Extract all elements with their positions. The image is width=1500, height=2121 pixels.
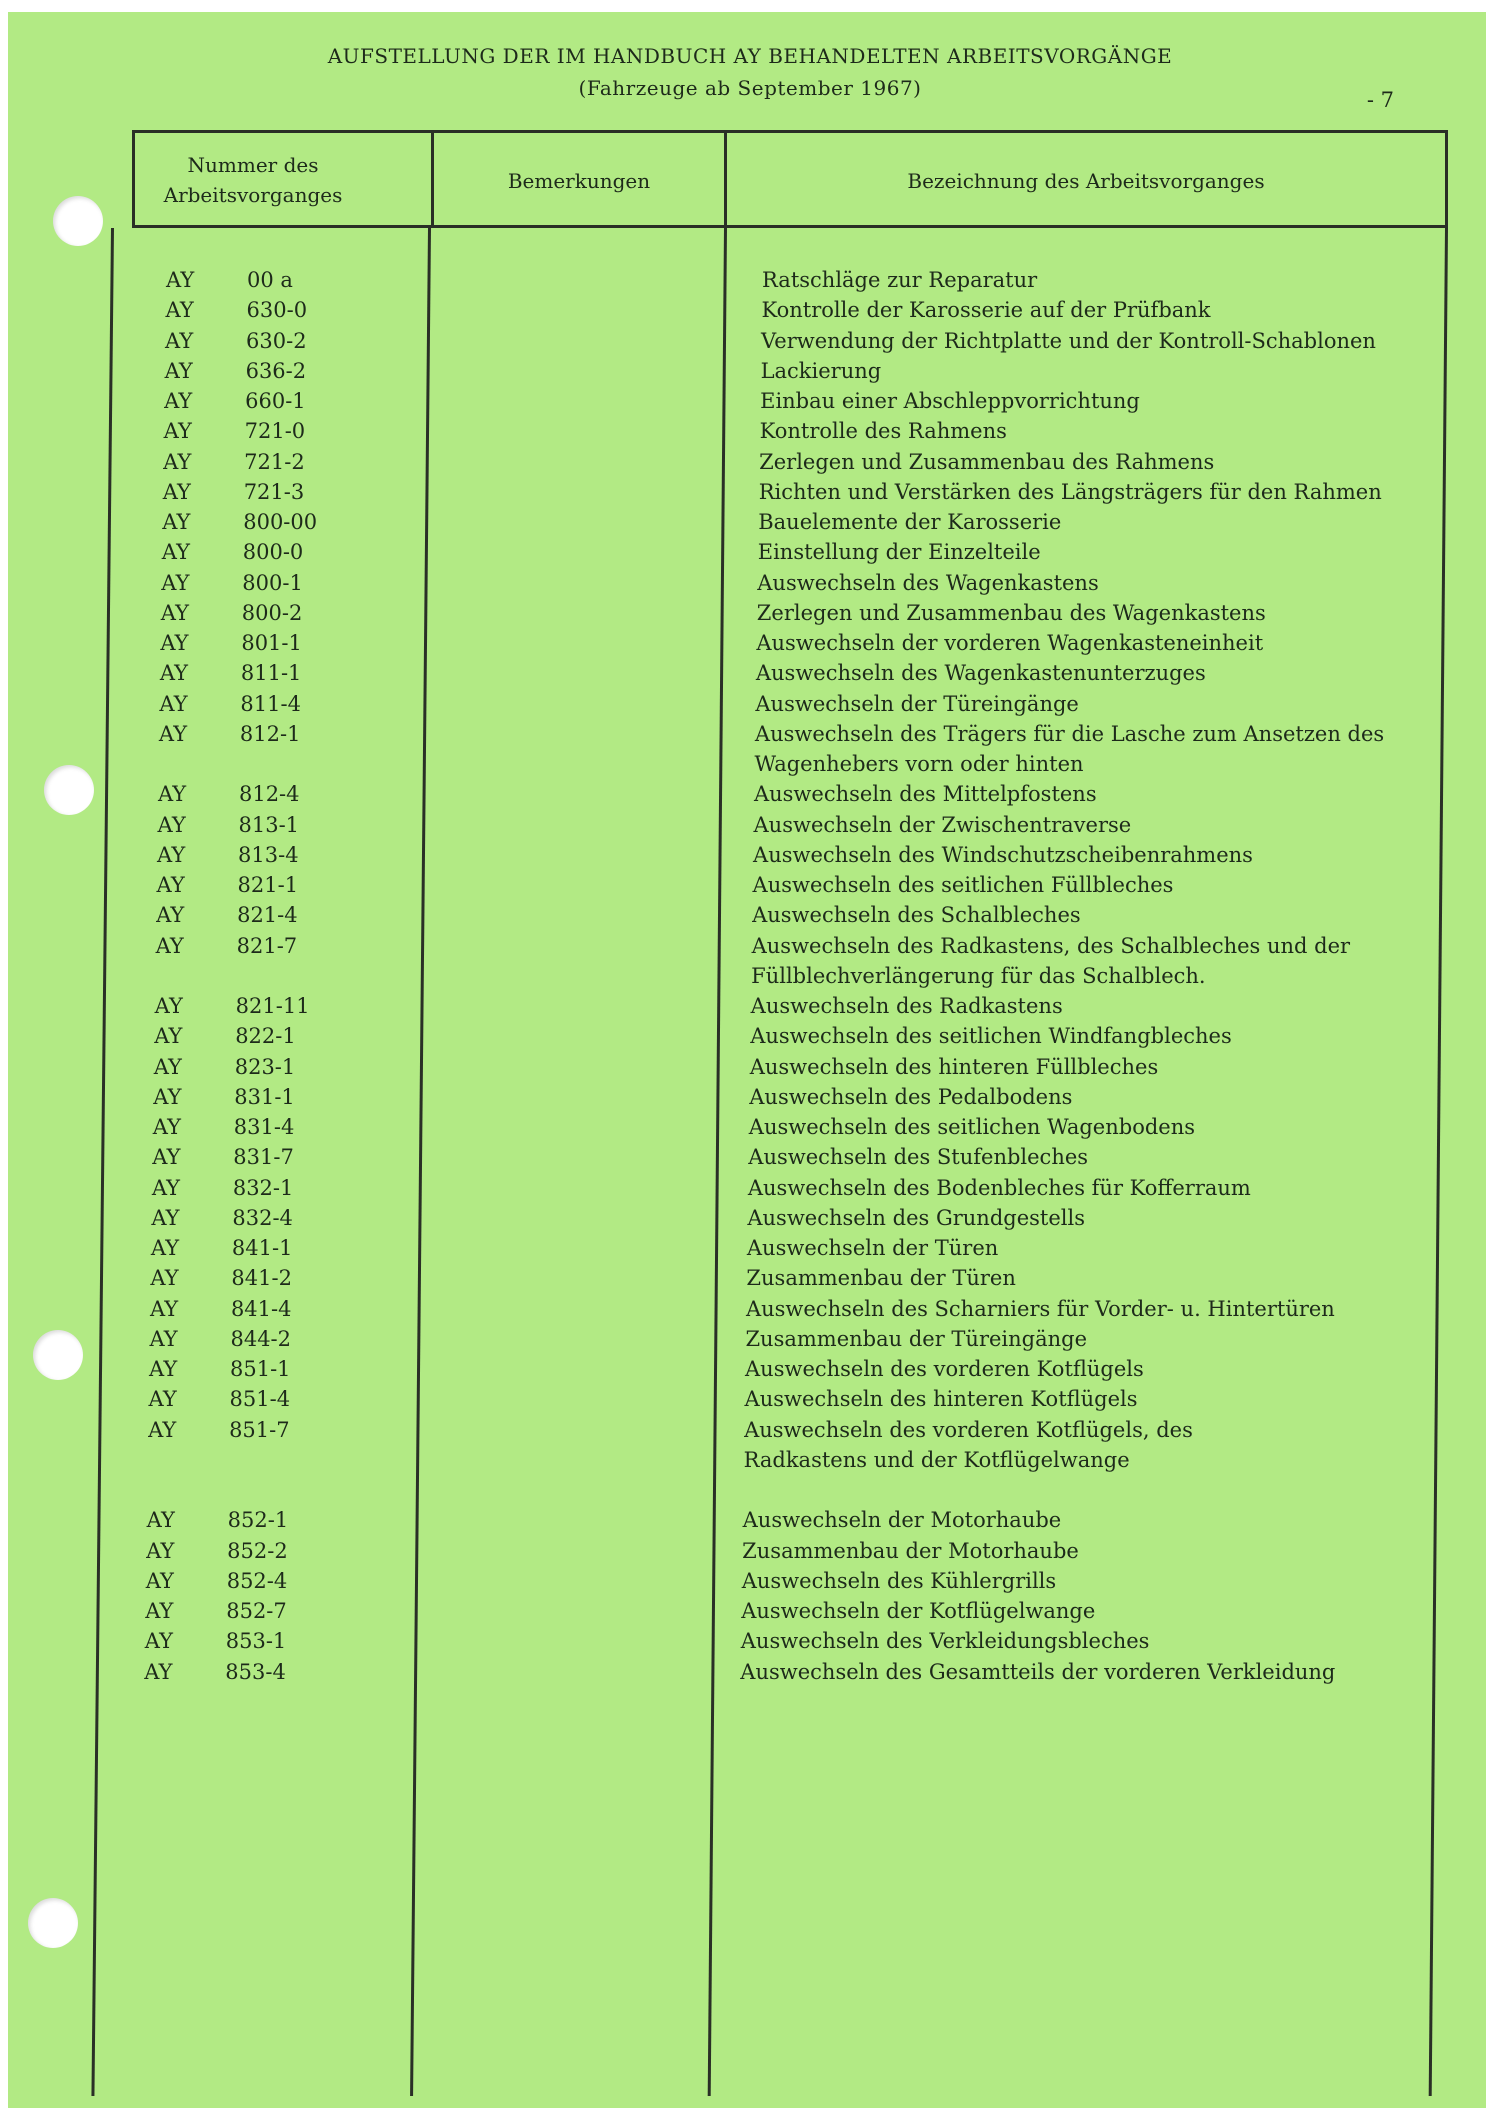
document-title: AUFSTELLUNG DER IM HANDBUCH AY BEHANDELTEN ARBEITSVORGÄNGE xyxy=(327,44,1173,68)
row-code: 811-4 xyxy=(240,691,301,716)
row-prefix: AY xyxy=(157,842,186,867)
column-header-number: Nummer des Arbeitsvorganges xyxy=(163,153,343,207)
row-code: 800-2 xyxy=(241,600,303,625)
row-description: Auswechseln des Schalbleches xyxy=(752,903,1081,928)
row-description: Auswechseln des Pedalbodens xyxy=(749,1084,1073,1109)
row-description: Auswechseln des Scharniers für Vorder- u. Hintertüren xyxy=(745,1296,1335,1321)
row-code: 853-4 xyxy=(225,1659,286,1684)
row-description: Auswechseln des Bodenbleches für Kofferraum xyxy=(747,1175,1251,1200)
row-code: 800-1 xyxy=(242,570,303,595)
row-prefix: AY xyxy=(164,358,193,383)
row-code: 636-2 xyxy=(245,358,307,383)
row-prefix: AY xyxy=(148,1387,177,1412)
row-description: Ratschläge zur Reparatur xyxy=(762,268,1038,292)
page-number: - 7 xyxy=(1366,88,1394,112)
row-code: 831-4 xyxy=(233,1115,295,1139)
row-prefix: AY xyxy=(162,479,191,504)
row-prefix: AY xyxy=(150,1236,180,1260)
row-code: 832-4 xyxy=(232,1205,293,1230)
row-code: 821-11 xyxy=(235,994,310,1018)
row-prefix: AY xyxy=(160,631,189,655)
row-prefix: AY xyxy=(161,570,190,595)
row-description: Auswechseln der Kotflügelwange xyxy=(741,1599,1096,1623)
row-description: Auswechseln des Grundgestells xyxy=(747,1205,1085,1230)
row-code: 630-2 xyxy=(246,328,307,353)
row-description: Auswechseln des Radkastens, des Schalbleches und der xyxy=(751,933,1351,958)
row-description: Lackierung xyxy=(760,358,882,383)
row-code: 821-7 xyxy=(236,933,298,958)
row-description: Auswechseln des Wagenkastenunterzuges xyxy=(755,661,1206,686)
row-description: Auswechseln des seitlichen Wagenbodens xyxy=(748,1115,1196,1139)
row-code: 813-1 xyxy=(238,812,300,837)
row-code: 851-7 xyxy=(229,1417,290,1442)
row-prefix: AY xyxy=(156,903,185,928)
row-description: Auswechseln der Zwischentraverse xyxy=(753,812,1132,837)
row-prefix: AY xyxy=(159,661,189,686)
row-prefix: AY xyxy=(164,389,193,413)
row-prefix: AY xyxy=(162,510,191,534)
row-prefix: AY xyxy=(163,419,192,444)
row-code: 801-1 xyxy=(241,631,302,655)
row-code: 844-2 xyxy=(230,1326,292,1351)
row-description: Auswechseln des vorderen Kotflügels, des xyxy=(744,1417,1193,1442)
row-prefix: AY xyxy=(146,1538,175,1563)
row-code: 852-4 xyxy=(226,1568,288,1593)
row-prefix: AY xyxy=(165,298,194,323)
row-code: 812-4 xyxy=(238,782,300,807)
row-code: 721-3 xyxy=(243,479,305,504)
row-prefix: AY xyxy=(145,1568,174,1593)
row-description: Auswechseln des vorderen Kotflügels xyxy=(745,1357,1144,1381)
row-prefix: AY xyxy=(151,1205,180,1230)
row-description: Richten und Verstärken des Längsträgers für den Rahmen xyxy=(758,479,1382,504)
row-code: 660-1 xyxy=(245,389,306,413)
row-code: 00 a xyxy=(247,268,293,292)
document-subtitle: (Fahrzeuge ab September 1967) xyxy=(578,76,922,100)
row-description: Auswechseln des hinteren Füllbleches xyxy=(749,1054,1159,1079)
table-top-rule xyxy=(132,130,1448,133)
row-prefix: AY xyxy=(148,1417,177,1442)
row-description: Auswechseln des hinteren Kotflügels xyxy=(744,1387,1138,1412)
row-description: Zerlegen und Zusammenbau des Wagenkastens xyxy=(756,600,1266,625)
row-description: Auswechseln des Verkleidungsbleches xyxy=(740,1629,1150,1654)
row-prefix: AY xyxy=(149,1357,178,1381)
row-prefix: AY xyxy=(149,1296,179,1321)
punch-hole xyxy=(33,1330,83,1380)
row-code: 841-1 xyxy=(231,1236,293,1260)
row-description: Auswechseln des Wagenkastens xyxy=(757,570,1099,595)
table-header-rule xyxy=(132,225,1448,228)
row-code: 841-4 xyxy=(230,1296,292,1321)
row-description: Einbau einer Abschleppvorrichtung xyxy=(760,389,1140,413)
row-prefix: AY xyxy=(146,1508,175,1533)
row-prefix: AY xyxy=(152,1115,181,1139)
row-description: Bauelemente der Karosserie xyxy=(758,510,1062,534)
row-prefix: AY xyxy=(158,721,188,746)
row-prefix: AY xyxy=(161,540,190,565)
row-code: 851-1 xyxy=(230,1357,291,1381)
row-prefix: AY xyxy=(152,1145,181,1170)
row-prefix: AY xyxy=(144,1659,173,1684)
row-description: Auswechseln des Kühlergrills xyxy=(741,1568,1057,1593)
row-prefix: AY xyxy=(153,1084,182,1109)
row-description: Kontrolle des Rahmens xyxy=(759,419,1007,444)
row-prefix: AY xyxy=(149,1326,178,1351)
row-prefix: AY xyxy=(159,691,188,716)
row-code: 721-2 xyxy=(244,449,305,474)
row-prefix: AY xyxy=(157,812,186,837)
punch-hole xyxy=(28,1898,78,1948)
row-prefix: AY xyxy=(165,328,194,353)
row-description-continued: Füllblechverlängerung für das Schalblech. xyxy=(751,963,1206,988)
row-description: Einstellung der Einzelteile xyxy=(757,540,1041,565)
row-description: Zerlegen und Zusammenbau des Rahmens xyxy=(759,449,1215,474)
punch-hole xyxy=(53,196,103,246)
row-code: 823-1 xyxy=(234,1054,296,1079)
row-description-continued: Radkastens und der Kotflügelwange xyxy=(743,1447,1130,1472)
table-left-border xyxy=(132,130,135,228)
row-prefix: AY xyxy=(154,994,183,1018)
row-code: 811-1 xyxy=(240,661,302,686)
row-code: 812-1 xyxy=(239,721,301,746)
column-header-remarks: Bemerkungen xyxy=(507,169,651,193)
row-code: 852-1 xyxy=(227,1508,289,1533)
row-description: Auswechseln des Stufenbleches xyxy=(748,1145,1089,1170)
row-description: Auswechseln der Türeingänge xyxy=(755,691,1079,716)
row-description: Zusammenbau der Türen xyxy=(746,1266,1016,1291)
row-code: 831-7 xyxy=(233,1145,294,1170)
row-code: 813-4 xyxy=(238,842,299,867)
row-code: 630-0 xyxy=(246,298,308,323)
row-description: Auswechseln des Windschutzscheibenrahmens xyxy=(753,842,1253,867)
row-code: 841-2 xyxy=(231,1266,292,1291)
row-code: 822-1 xyxy=(235,1024,296,1049)
row-prefix: AY xyxy=(160,600,189,625)
row-prefix: AY xyxy=(153,1054,182,1079)
row-code: 853-1 xyxy=(225,1629,287,1654)
row-description: Auswechseln der Türen xyxy=(746,1236,999,1260)
row-code: 852-2 xyxy=(227,1538,288,1563)
row-code: 852-7 xyxy=(226,1599,287,1623)
row-prefix: AY xyxy=(156,873,185,897)
row-description: Auswechseln des Trägers für die Lasche zum Ansetzen des xyxy=(754,721,1385,746)
row-code: 721-0 xyxy=(244,419,306,444)
row-code: 832-1 xyxy=(232,1175,294,1200)
row-prefix: AY xyxy=(144,1629,173,1654)
row-description: Zusammenbau der Türeingänge xyxy=(745,1326,1088,1351)
row-prefix: AY xyxy=(154,1024,183,1049)
row-prefix: AY xyxy=(157,782,187,807)
row-code: 831-1 xyxy=(234,1084,295,1109)
row-prefix: AY xyxy=(145,1599,174,1623)
row-code: 821-4 xyxy=(237,903,298,928)
row-code: 821-1 xyxy=(237,873,299,897)
row-prefix: AY xyxy=(155,933,184,958)
row-description: Auswechseln des Radkastens xyxy=(750,994,1063,1018)
row-description: Auswechseln der vorderen Wagenkasteneinheit xyxy=(756,631,1264,655)
row-prefix: AY xyxy=(166,268,195,292)
row-prefix: AY xyxy=(150,1266,179,1291)
row-description: Verwendung der Richtplatte und der Kontroll-Schablonen xyxy=(761,328,1376,353)
row-description: Auswechseln der Motorhaube xyxy=(742,1508,1062,1533)
row-prefix: AY xyxy=(151,1175,181,1200)
row-prefix: AY xyxy=(163,449,192,474)
row-description: Auswechseln des seitlichen Füllbleches xyxy=(752,873,1174,897)
row-code: 851-4 xyxy=(229,1387,291,1412)
table-right-border xyxy=(1445,130,1448,228)
row-description: Auswechseln des Gesamtteils der vorderen Verkleidung xyxy=(740,1659,1336,1684)
row-description: Auswechseln des seitlichen Windfangbleches xyxy=(750,1024,1232,1049)
row-description-continued: Wagenhebers vorn oder hinten xyxy=(754,752,1084,776)
row-description: Auswechseln des Mittelpfostens xyxy=(753,782,1097,807)
column-header-description: Bezeichnung des Arbeitsvorganges xyxy=(907,169,1265,193)
row-description: Zusammenbau der Motorhaube xyxy=(742,1538,1079,1563)
row-code: 800-0 xyxy=(242,540,304,565)
punch-hole xyxy=(44,765,94,815)
row-code: 800-00 xyxy=(243,510,318,534)
row-description: Kontrolle der Karosserie auf der Prüfbank xyxy=(761,298,1211,323)
